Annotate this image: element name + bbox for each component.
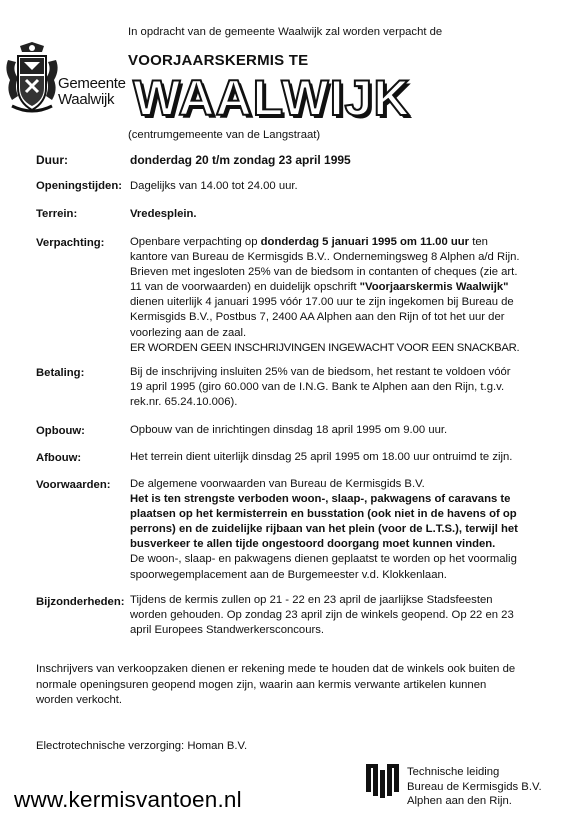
- verpachting-line-8: ER WORDEN GEEN INSCHRIJVINGEN INGEWACHT VOOR EEN SNACKBAR.: [130, 341, 520, 354]
- value-afbouw: Het terrein dient uiterlijk dinsdag 25 april 1995 om 18.00 uur ontruimd te zijn.: [130, 451, 513, 463]
- electro-text: Electrotechnische verzorging: Homan B.V.: [36, 740, 248, 752]
- verpachting-line-5: dienen uiterlijk 4 januari 1995 vóór 17.00 uur te zijn ingekomen bij Bureau de: [130, 296, 514, 309]
- label-voorwaarden: Voorwaarden:: [36, 479, 111, 491]
- verpachting-line-3: Brieven met ingesloten 25% van de biedsom in contanten of cheques (zie art.: [130, 266, 518, 279]
- title-line1: VOORJAARSKERMIS TE: [128, 52, 309, 69]
- verpachting-line-1: [130, 235, 550, 250]
- verpachting-text: [130, 235, 550, 356]
- bold-subject: "Voorjaarskermis Waalwijk": [359, 281, 509, 294]
- text: 11 van de voorwaarden) en duidelijk opschrift: [130, 281, 360, 294]
- bijzonderheden-line-3: april Europees Standwerkersconcours.: [130, 624, 325, 637]
- logo-text-line1: Gemeente: [58, 75, 126, 92]
- intro-text: In opdracht van de gemeente Waalwijk zal worden verpacht de: [128, 26, 443, 38]
- label-verpachting: Verpachting:: [36, 237, 105, 249]
- bijzonderheden-line-1: Tijdens de kermis zullen op 21 - 22 en 23 april de jaarlijkse Stadsfeesten: [130, 594, 493, 606]
- title-line2: WAALWIJK: [133, 70, 411, 126]
- betaling-line-3: rek.nr. 65.24.10.006).: [130, 396, 238, 409]
- kermisgids-logo-icon: [366, 764, 402, 800]
- voorwaarden-text: [130, 477, 550, 583]
- voorwaarden-line-3: plaatsen op het kermisterrein en busstation (ook niet in de havens of op: [130, 508, 517, 521]
- label-bijzonderheden: Bijzonderheden:: [36, 596, 125, 608]
- betaling-line-2: 19 april 1995 (giro 60.000 van de I.N.G. Bank te Alphen aan den Rijn, t.g.v.: [130, 381, 505, 394]
- technical-line-3: Alphen aan den Rijn.: [407, 795, 512, 807]
- voorwaarden-line-2: Het is ten strengste verboden woon-, slaap-, pakwagens of caravans te: [130, 493, 511, 506]
- value-duur: donderdag 20 t/m zondag 23 april 1995: [130, 153, 351, 167]
- technical-info: [407, 765, 542, 809]
- footer-note: [36, 662, 556, 709]
- footer-note-line-2: normale openingsuren geopend mogen zijn, waarin aan kermis verwante artikelen kunnen: [36, 678, 487, 691]
- label-opbouw: Opbouw:: [36, 425, 85, 437]
- value-openingstijden: Dagelijks van 14.00 tot 24.00 uur.: [130, 180, 298, 192]
- label-terrein: Terrein:: [36, 208, 78, 220]
- verpachting-line-2: kantore van Bureau de Kermisgids B.V.. Ondernemingsweg 8 Alphen a/d Rijn.: [130, 251, 520, 264]
- voorwaarden-line-7: spoorwegemplacement aan de Burgemeester v.d. Klokkenlaan.: [130, 568, 447, 581]
- footer-note-line-1: Inschrijvers van verkoopzaken dienen er rekening mede te houden dat de winkels ook buiten de: [36, 663, 516, 675]
- text: Openbare verpachting op: [130, 236, 261, 248]
- label-afbouw: Afbouw:: [36, 452, 82, 464]
- voorwaarden-line-6: De woon-, slaap- en pakwagens dienen geplaatst te worden op het voormalig: [130, 553, 517, 566]
- betaling-line-1: Bij de inschrijving insluiten 25% van de biedsom, het restant te voldoen vóór: [130, 366, 511, 378]
- text: ten: [469, 236, 488, 248]
- footer-note-line-3: worden verkocht.: [36, 694, 123, 706]
- bold-date: donderdag 5 januari 1995 om 11.00 uur: [260, 236, 470, 248]
- verpachting-line-6: Kermisgids B.V., Postbus 7, 2400 AA Alphen aan den Rijn of tot het uur der: [130, 311, 505, 324]
- betaling-text: [130, 365, 550, 410]
- technical-line-2: Bureau de Kermisgids B.V.: [407, 780, 542, 793]
- voorwaarden-line-1: De algemene voorwaarden van Bureau de Kermisgids B.V.: [130, 478, 425, 490]
- voorwaarden-line-4: perrons) en de zuidelijke rijbaan van het plein (voor de L.T.S.), terwijl het: [130, 523, 518, 536]
- municipality-logo: [2, 40, 130, 120]
- logo-text-line2: Waalwijk: [58, 91, 115, 108]
- verpachting-line-7: voorlezing aan de zaal.: [130, 326, 247, 339]
- coat-of-arms-icon: [2, 40, 62, 120]
- subtitle: (centrumgemeente van de Langstraat): [128, 129, 321, 141]
- bijzonderheden-line-2: worden gehouden. Op zondag 23 april zijn de winkels geopend. Op 22 en 23: [130, 609, 514, 622]
- verpachting-line-4: [130, 280, 550, 295]
- technical-line-1: Technische leiding: [407, 766, 500, 778]
- label-openingstijden: Openingstijden:: [36, 180, 122, 192]
- bijzonderheden-text: [130, 593, 550, 638]
- label-betaling: Betaling:: [36, 367, 85, 379]
- value-opbouw: Opbouw van de inrichtingen dinsdag 18 april 1995 om 9.00 uur.: [130, 424, 448, 436]
- website-watermark: www.kermisvantoen.nl: [14, 787, 242, 812]
- value-terrein: Vredesplein.: [130, 208, 197, 220]
- voorwaarden-line-5: busverkeer te allen tijde ongestoord doorgang moet kunnen vinden.: [130, 538, 496, 551]
- label-duur: Duur:: [36, 153, 68, 167]
